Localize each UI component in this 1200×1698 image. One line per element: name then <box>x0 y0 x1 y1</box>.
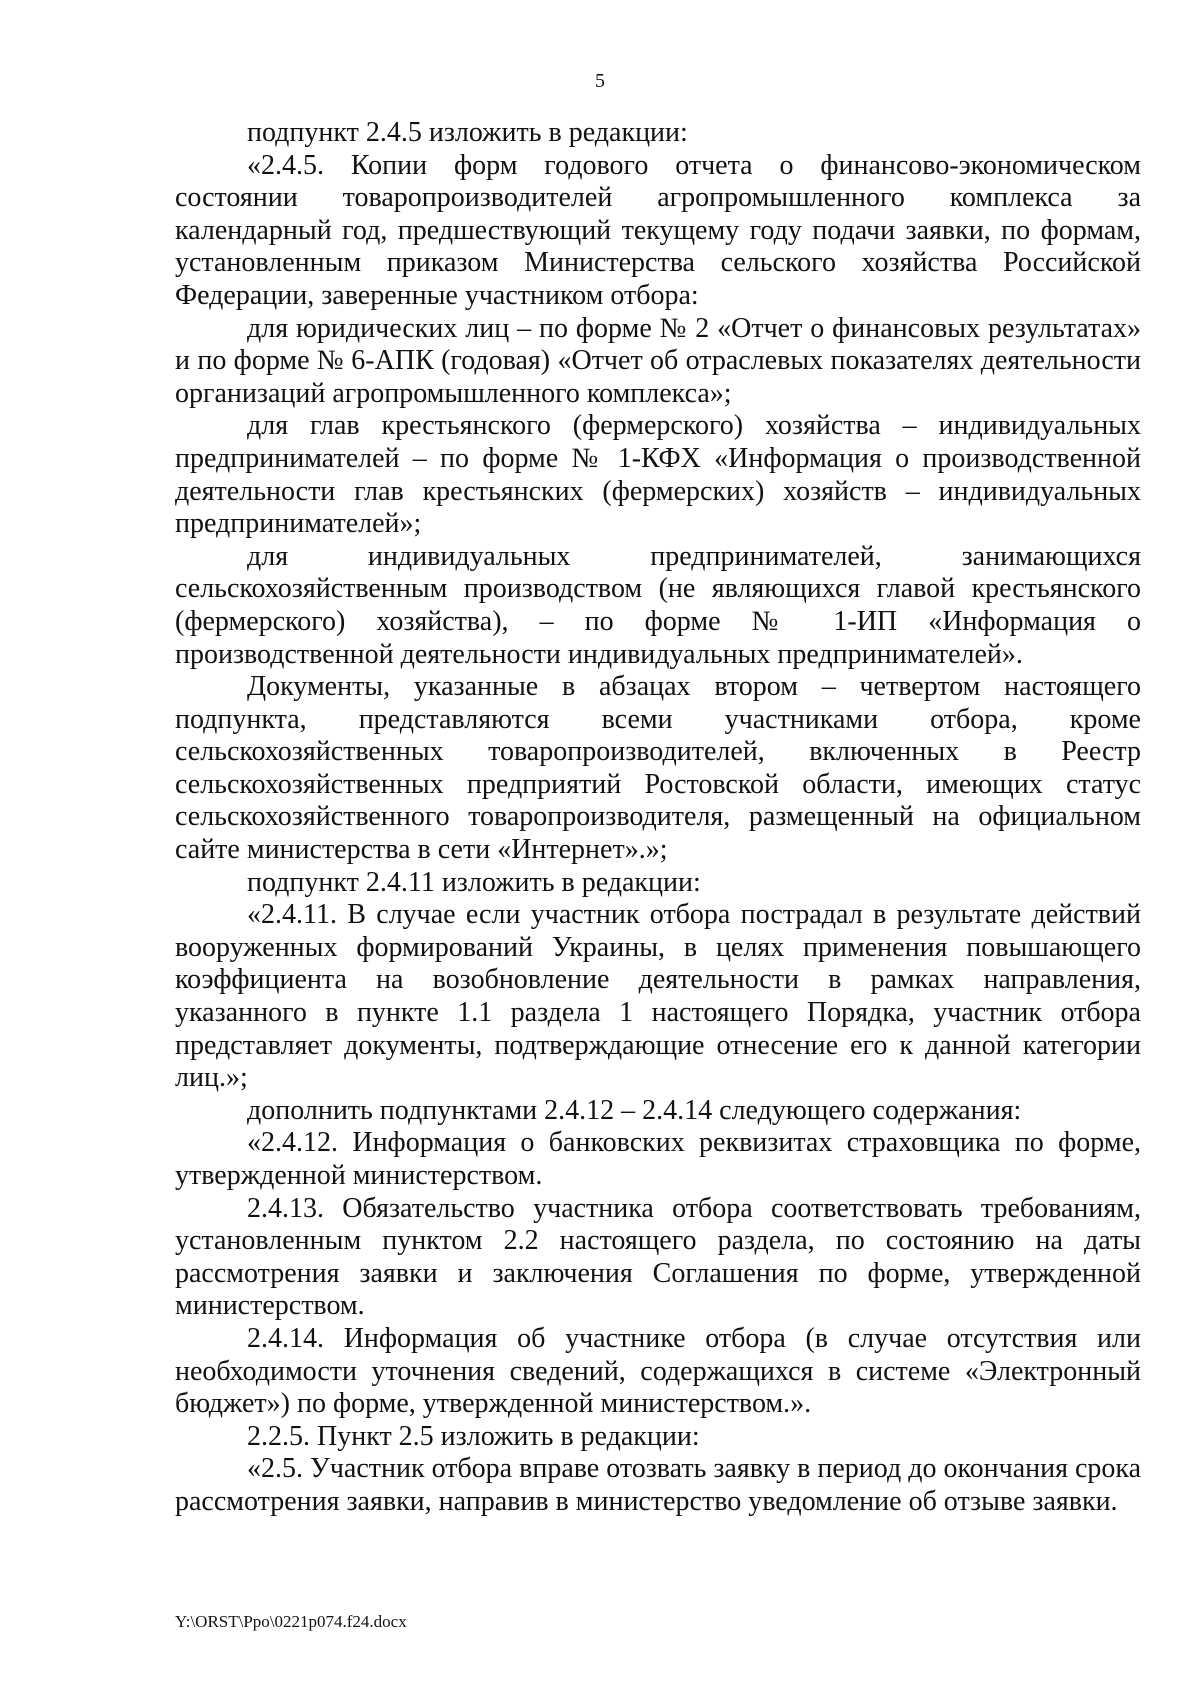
paragraph: 2.4.14. Информация об участнике отбора (в случае отсутствия или необходимости уточнения сведений, содержащихся в системе «Электронный бюджет») по форме, утвержденной министерством.». <box>175 1322 1141 1420</box>
paragraph: «2.4.5. Копии форм годового отчета о финансово-экономическом состоянии товаропроизводителей агропромышленного комплекса за календарный год, предшествующий текущему году подачи заявки, по формам, установленным приказом Министерства сельского хозяйства Российской Федерации, заверенные участником отбора: <box>175 149 1141 311</box>
paragraph: «2.5. Участник отбора вправе отозвать заявку в период до окончания срока рассмотрения заявки, направив в министерство уведомление об отзыве заявки. <box>175 1453 1142 1517</box>
document-body <box>175 117 1141 1519</box>
paragraph: дополнить подпунктами 2.4.12 – 2.4.14 следующего содержания: <box>247 1094 1022 1126</box>
paragraph: для глав крестьянского (фермерского) хозяйства – индивидуальных предпринимателей – по форме № 1-КФХ «Информация о производственной деятельности глав крестьянских (фермерских) хозяйств – индивидуальных предпринимателей»; <box>175 410 1141 540</box>
paragraph: подпункт 2.4.5 изложить в редакции: <box>247 117 688 148</box>
paragraph: 2.4.13. Обязательство участника отбора соответствовать требованиям, установленным пунктом 2.2 настоящего раздела, по состоянию на даты рассмотрения заявки и заключения Соглашения по форме, утвержденной министерством. <box>175 1192 1141 1322</box>
paragraph: для юридических лиц – по форме № 2 «Отчет о финансовых результатах» и по форме № 6-АПК (годовая) «Отчет об отраслевых показателях деятельности организаций агропромышленного комплекса»; <box>175 312 1141 409</box>
page-number: 5 <box>595 70 605 92</box>
paragraph: «2.4.11. В случае если участник отбора пострадал в результате действий вооруженных формирований Украины, в целях применения повышающего коэффициента на возобновление деятельности в рамках направления, указанного в пункте 1.1 раздела 1 настоящего Порядка, участник отбора представляет документы, подтверждающие отнесение его к данной категории лиц.»; <box>175 899 1141 1094</box>
paragraph: Документы, указанные в абзацах втором – четвертом настоящего подпункта, представляются всеми участниками отбора, кроме сельскохозяйственных товаропроизводителей, включенных в Реестр сельскохозяйственных предприятий Ростовской области, имеющих статус сельскохозяйственного товаропроизводителя, размещенный на официальном сайте министерства в сети «Интернет».»; <box>175 671 1141 866</box>
paragraph: «2.4.12. Информация о банковских реквизитах страховщика по форме, утвержденной министерством. <box>175 1127 1141 1191</box>
footer-file-path: Y:\ORST\Ppo\0221p074.f24.docx <box>175 1612 407 1631</box>
paragraph: 2.2.5. Пункт 2.5 изложить в редакции: <box>247 1420 700 1452</box>
paragraph: для индивидуальных предпринимателей, занимающихся сельскохозяйственным производством (не являющихся главой крестьянского (фермерского) хозяйства), – по форме № 1-ИП «Информация о производственной деятельности индивидуальных предпринимателей». <box>175 540 1141 670</box>
paragraph: подпункт 2.4.11 изложить в редакции: <box>247 866 701 898</box>
